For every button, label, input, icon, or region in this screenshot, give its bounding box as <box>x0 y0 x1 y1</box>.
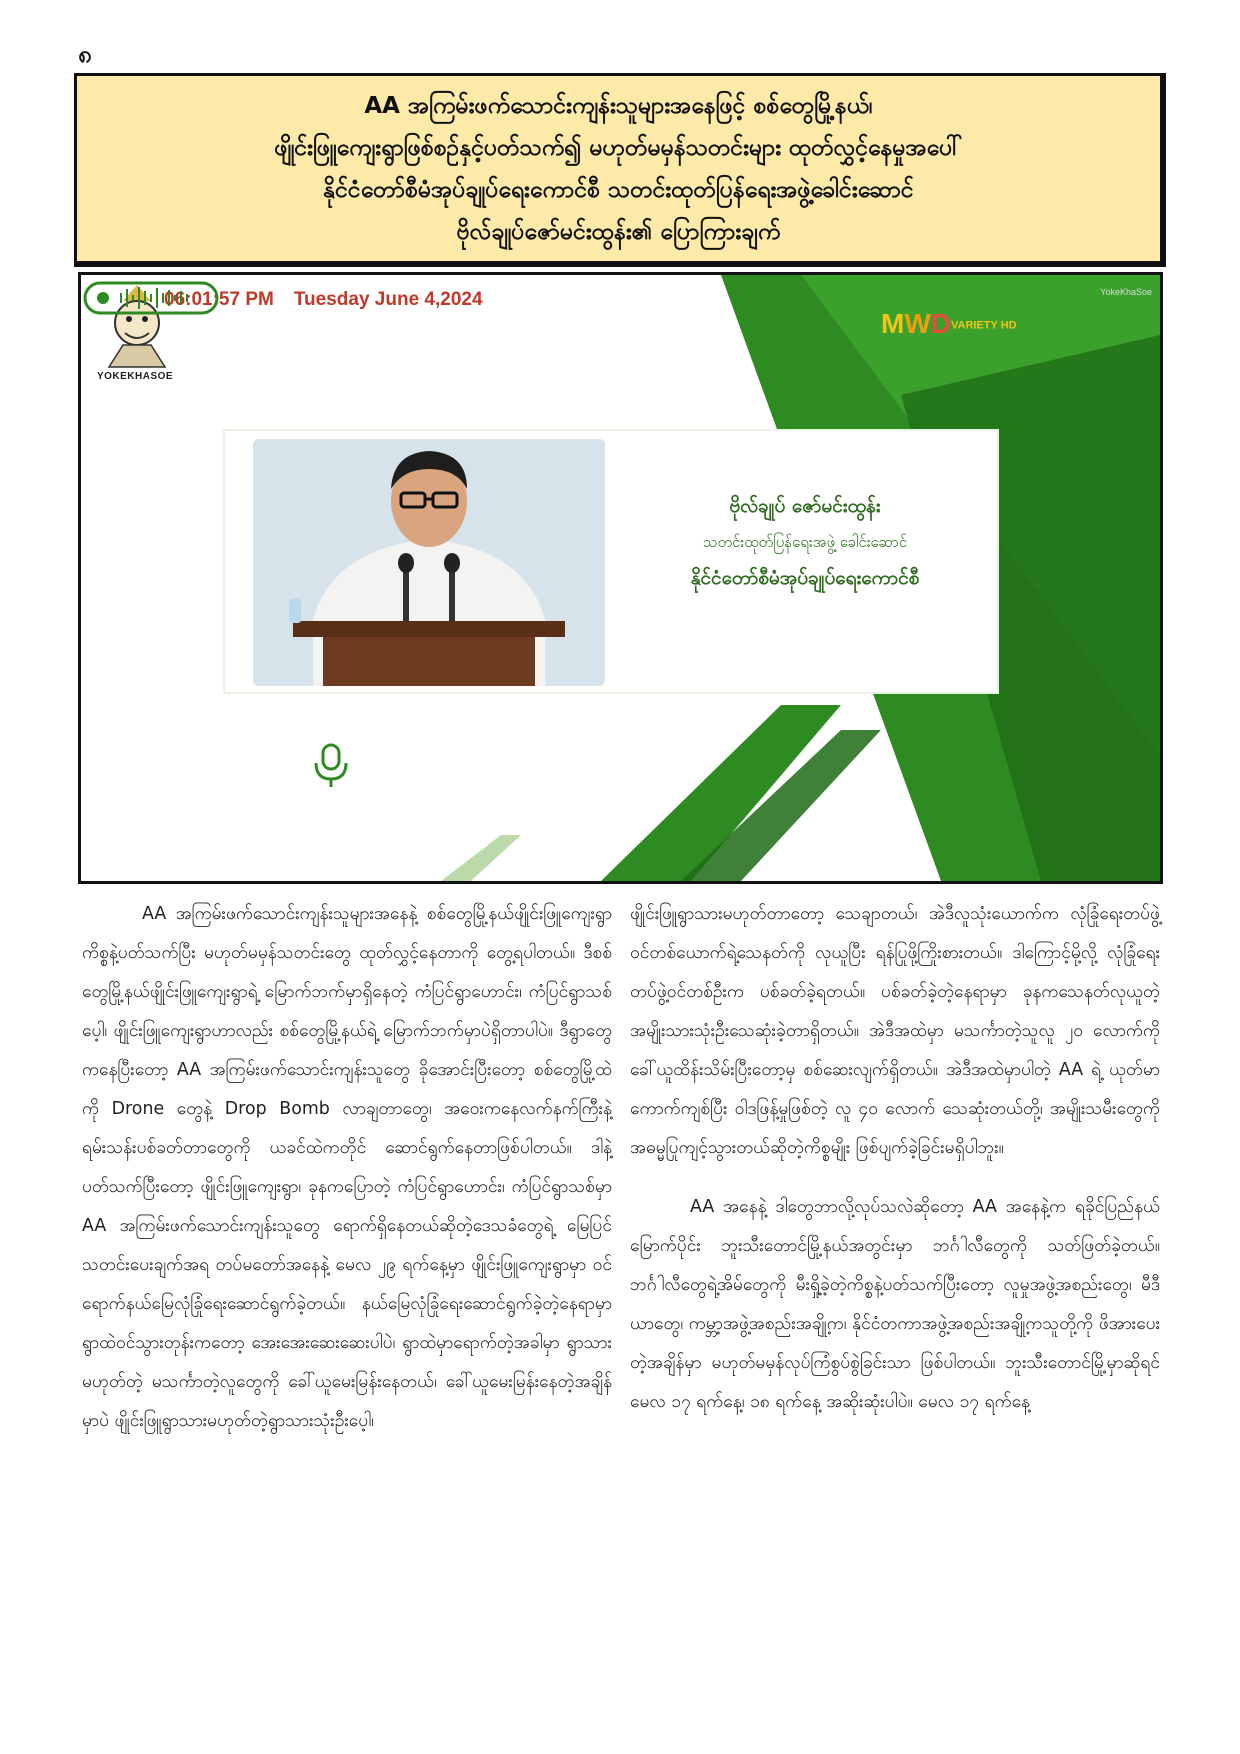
headline-line: ဗိုလ်ချုပ်ဇော်မင်းထွန်း၏ ပြောကြားချက် <box>456 218 781 245</box>
speaker-organization: နိုင်ငံတော်စီမံအုပ်ချုပ်ရေးကောင်စီ <box>690 567 920 589</box>
speaker-card <box>223 429 999 694</box>
speaker-illustration <box>253 439 605 686</box>
channel-logo <box>881 308 1017 340</box>
article-paragraph: ဖျိုင်းဖြူရွာသားမဟုတ်တာတော့ သေချာတယ်၊ အဲဒီလူသုံးယောက်က လုံခြုံရေးတပ်ဖွဲ့ဝင်တစ်ယောက်ရဲ့သေနတ်ကို လုယူပြီး ရန်ပြုဖို့ကြိုးစားတယ်။ ဒါကြောင့်မို့လို့ လုံခြုံရေးတပ်ဖွဲ့ဝင်တစ်ဦးက ပစ်ခတ်ခဲ့ရတယ်။ ပစ်ခတ်ခဲ့တဲ့နေရာမှာ ခုနကသေနတ်လုယူတဲ့ အမျိုးသားသုံးဦးသေဆုံးခဲ့တာရှိတယ်။ အဲဒီအထဲမှာ မသင်္ကာတဲ့သူလူ ၂၀ လောက်ကို ခေါ်ယူထိန်းသိမ်းပြီးတော့မှ စစ်ဆေးလျက်ရှိတယ်။ အဲဒီအထဲမှာပါတဲ့ AA ရဲ့ ယုတ်မာကောက်ကျစ်ပြီး ဝါဒဖြန့်မှုဖြစ်တဲ့ လူ ၄၀ လောက် သေဆုံးတယ်တို့၊ အမျိုးသမီးတွေကို အဓမ္မပြုကျင့်သွားတယ်ဆိုတဲ့ကိစ္စမျိုး ဖြစ်ပျက်ခဲ့ခြင်းမရှိပါဘူး။ <box>630 904 1160 1158</box>
logo-variety-text: VARIETY HD <box>951 319 1017 332</box>
headline-line: နိုင်ငံတော်စီမံအုပ်ချုပ်ရေးကောင်စီ သတင်းထုတ်ပြန်ရေးအဖွဲ့ခေါင်းဆောင် <box>323 176 914 203</box>
article-column-right <box>630 895 1160 1422</box>
article-paragraph: AA အနေနဲ့ ဒါတွေဘာလို့လုပ်သလဲဆိုတော့ AA အနေနဲ့က ရခိုင်ပြည်နယ်မြောက်ပိုင်း ဘူးသီးတောင်မြို့နယ်အတွင်းမှာ ဘင်္ဂါလီတွေကို သတ်ဖြတ်ခဲ့တယ်။ ဘင်္ဂါလီတွေရဲ့အိမ်တွေကို မီးရှို့ခဲ့တဲ့ကိစ္စနဲ့ပတ်သက်ပြီးတော့ လူမှုအဖွဲ့အစည်းတွေ၊ မီဒီယာတွေ၊ ကမ္ဘာ့အဖွဲ့အစည်းအချို့က၊ နိုင်ငံတကာအဖွဲ့အစည်းအချို့ကသူတို့ကို ဖိအားပေးတဲ့အချိန်မှာ မဟုတ်မမှန်လုပ်ကြံစွပ်စွဲခြင်းသာ ဖြစ်ပါတယ်။ ဘူးသီးတောင်မြို့မှာဆိုရင် မေလ ၁၇ ရက်နေ့၊ ၁၈ ရက်နေ့ အဆိုးဆုံးပါပဲ။ မေလ ၁၇ ရက်နေ့ <box>630 1197 1160 1412</box>
article-column-left <box>82 895 612 1441</box>
broadcast-time: 06:01:57 PM <box>164 289 274 310</box>
microphone-icon <box>311 743 351 789</box>
broadcast-date: Tuesday June 4,2024 <box>293 289 483 310</box>
audio-wave-icon <box>81 275 221 355</box>
logo-letter-d: D <box>930 308 951 339</box>
page-number: ၈ <box>78 40 92 68</box>
logo-letter-m: M <box>881 308 905 339</box>
top-right-watermark: YokeKhaSoe <box>1100 287 1152 297</box>
speaker-caption <box>615 487 995 597</box>
speaker-photo <box>253 439 605 686</box>
news-photo <box>78 272 1163 884</box>
logo-letter-w: W <box>904 308 931 339</box>
headline-line: AA အကြမ်းဖက်သောင်းကျန်းသူများအနေဖြင့် စစ်တွေမြို့နယ်၊ <box>364 92 873 119</box>
corner-logo-text: YOKEKHASOE <box>96 371 174 382</box>
speaker-name: ဗိုလ်ချုပ် ဇော်မင်းထွန်း <box>729 495 881 517</box>
speaker-role: သတင်းထုတ်ပြန်ရေးအဖွဲ့ ခေါင်းဆောင် <box>702 533 908 551</box>
article-paragraph: AA အကြမ်းဖက်သောင်းကျန်းသူများအနေနဲ့ စစ်တွေမြို့နယ်ဖျိုင်းဖြူကျေးရွာကိစ္စနဲ့ပတ်သက်ပြီး မဟုတ်မမှန်သတင်းတွေ ထုတ်လွှင့်နေတာကို တွေ့ရပါတယ်။ ဒီစစ်တွေမြို့နယ်ဖျိုင်းဖြူကျေးရွာရဲ့ မြောက်ဘက်မှာရှိနေတဲ့ ကံပြင်ရွာဟောင်း၊ ကံပြင်ရွာသစ်ပေ့ါ၊ ဖျိုင်းဖြူကျေးရွာဟာလည်း စစ်တွေမြို့နယ်ရဲ့ မြောက်ဘက်မှာပဲရှိတာပါပဲ။ ဒီရွာတွေကနေပြီးတော့ AA အကြမ်းဖက်သောင်းကျန်းသူတွေ ခိုအောင်းပြီးတော့ စစ်တွေမြို့ထဲကို Drone တွေနဲ့ Drop Bomb လာချတာတွေ၊ အဝေးကနေလက်နက်ကြီးနဲ့ ရမ်းသန်းပစ်ခတ်တာတွေကို ယခင်ထဲကတိုင် ဆောင်ရွက်နေတာဖြစ်ပါတယ်။ ဒါနဲ့ပတ်သက်ပြီးတော့ ဖျိုင်းဖြူကျေးရွာ၊ ခုနကပြောတဲ့ ကံပြင်ရွာဟောင်း၊ ကံပြင်ရွာသစ်မှာ AA အကြမ်းဖက်သောင်းကျန်းသူတွေ ရောက်ရှိနေတယ်ဆိုတဲ့ဒေသခံတွေရဲ့ မြေပြင်သတင်းပေးချက်အရ တပ်မတော်အနေနဲ့ မေလ ၂၉ ရက်နေ့မှာ ဖျိုင်းဖြူကျေးရွာမှာ ဝင်ရောက်နယ်မြေလုံခြုံရေးဆောင်ရွက်ခဲ့တယ်။ နယ်မြေလုံခြုံရေးဆောင်ရွက်ခဲ့တဲ့နေရာမှာ ရွာထဲဝင်သွားတုန်းကတော့ အေးအေးဆေးဆေးပါပဲ၊ ရွာထဲမှာရောက်တဲ့အခါမှာ ရွာသားမဟုတ်တဲ့ မသင်္ကာတဲ့လူတွေကို ခေါ်ယူမေးမြန်းနေတယ်၊ ခေါ်ယူမေးမြန်းနေတဲ့အချိန်မှာပဲ ဖျိုင်းဖြူရွာသားမဟုတ်တဲ့ရွာသားသုံးဦးပေ့ါ၊ <box>82 904 612 1431</box>
headline-box <box>74 73 1166 267</box>
headline-line: ဖျိုင်းဖြူကျေးရွာဖြစ်စဉ်နှင့်ပတ်သက်၍ မဟုတ်မမှန်သတင်းများ ထုတ်လွှင့်နေမှုအပေါ် <box>274 134 963 161</box>
